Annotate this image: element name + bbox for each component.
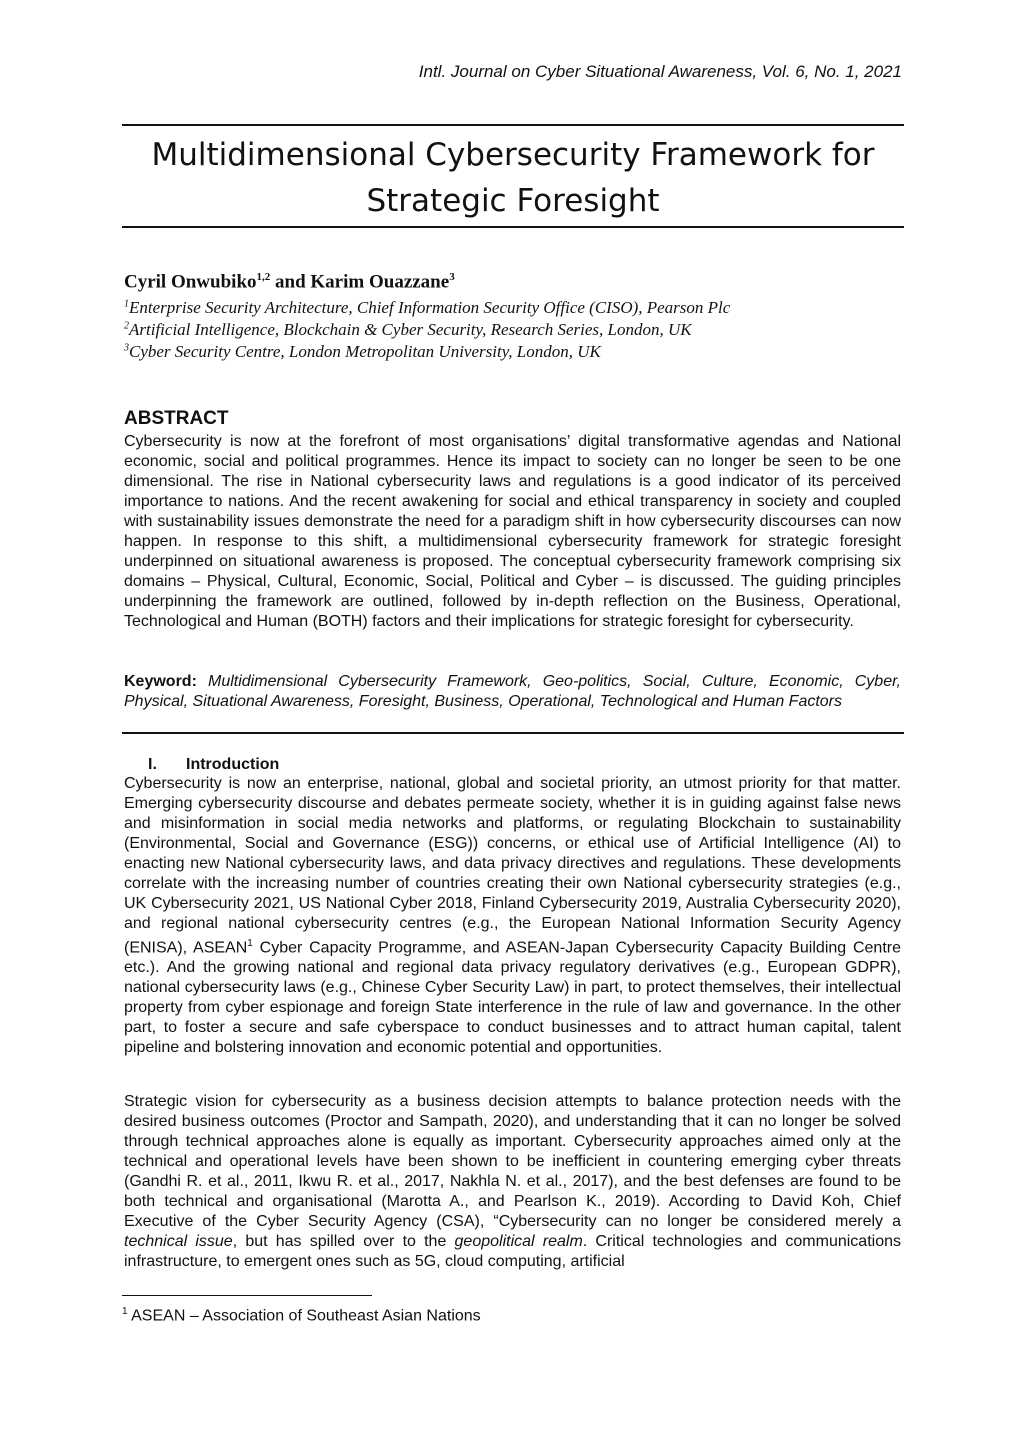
author-line [124,271,455,293]
affiliation-1-mark: 1 [124,298,129,310]
keywords-label: Keyword: [124,673,197,690]
section-heading [148,756,279,774]
title-line-2: Strategic Foresight [366,183,660,219]
footnote-ref[interactable]: 1 [247,938,253,949]
intro-p2-part-b: , but has spilled over to the [232,1233,455,1250]
intro-p2-emphasis-1: technical issue [124,1233,233,1250]
affiliation-3 [124,342,601,362]
author-2: Karim Ouazzane [310,271,450,293]
affiliation-2-text: Artificial Intelligence, Blockchain & Cyber Security, Research Series, London, UK [129,320,692,339]
title-line-1: Multidimensional Cybersecurity Framework for [151,137,875,173]
author-2-affil: 3 [449,271,455,283]
affiliation-2-mark: 2 [124,320,129,332]
section-title: Introduction [186,756,280,773]
intro-p1-part-a: Cybersecurity is now an enterprise, national, global and societal priority, an utmost priority for that matter. Emerging cybersecurity discourse and debates permeate society, whether it is in guiding against false news and misinformation in social media networks and platforms, or regulating Blockchain to sustainability (Environmental, Social and Governance (ESG)) concerns, or ethical use of Artificial Intelligence (AI) to enacting new National cybersecurity laws, and data privacy directives and regulations. These developments correlate with the increasing number of countries creating their own National cybersecurity strategies (e.g., UK Cybersecurity 2021, US National Cyber 2018, Finland Cybersecurity 2019, Australia Cybersecurity 2020), and regional national cybersecurity centres (e.g., the European National Information Security Agency (ENISA), ASEAN [124,775,901,957]
affiliation-2 [124,320,692,340]
title-top-rule [122,124,904,126]
journal-header: Intl. Journal on Cyber Situational Awareness, Vol. 6, No. 1, 2021 [418,62,902,81]
affiliation-1-text: Enterprise Security Architecture, Chief Information Security Office (CISO), Pearson Plc [129,298,731,317]
footnote-rule [122,1295,372,1296]
paper-title [122,132,904,224]
section-number: I. [148,756,157,773]
footnote-text: ASEAN – Association of Southeast Asian Nations [127,1307,481,1325]
intro-paragraph-1 [124,774,901,1058]
intro-p2-emphasis-2: geopolitical realm [454,1233,583,1250]
author-joiner: and [270,271,311,293]
keywords [124,672,901,712]
intro-p2-part-c: . Critical technologies and communications infrastructure, to emergent ones such as 5G, cloud computing, artificial [124,1233,901,1270]
abstract-text: Cybersecurity is now at the forefront of most organisations’ digital transformative agendas and National economic, social and political programmes. Hence its impact to society can no longer be seen to be one dimensional. The rise in National cybersecurity laws and regulations is a good indicator of its perceived importance to nations. And the recent awakening for social and ethical transparency in society and coupled with sustainability issues demonstrate the need for a paradigm shift in how cybersecurity discourses can now happen. In response to this shift, a multidimensional cybersecurity framework for strategic foresight underpinned on situational awareness is proposed. The conceptual cybersecurity framework comprising six domains – Physical, Cultural, Economic, Social, Political and Cyber – is discussed. The guiding principles underpinning the framework are outlined, followed by in-depth reflection on the Business, Operational, Technological and Human (BOTH) factors and their implications for strategic foresight for cybersecurity. [124,433,901,630]
title-bottom-rule [122,226,904,228]
section-divider [122,732,904,734]
affiliation-1 [124,298,730,318]
intro-paragraph-2 [124,1092,901,1272]
affiliation-3-text: Cyber Security Centre, London Metropolitan University, London, UK [129,342,601,361]
keywords-text: Multidimensional Cybersecurity Framework, Geo-politics, Social, Culture, Economic, Cyber, Physical, Situational Awareness, Foresight, Business, Operational, Technological and Human Factors [124,673,901,710]
abstract-heading: ABSTRACT [124,408,229,429]
author-1-affil: 1,2 [256,271,271,283]
author-1: Cyril Onwubiko [124,271,257,293]
affiliation-3-mark: 3 [124,342,129,354]
footnote [122,1306,481,1325]
intro-p1-part-b: Cyber Capacity Programme, and ASEAN-Japan Cybersecurity Capacity Building Centre etc.). And the growing national and regional data privacy regulatory derivatives (e.g., European GDPR), national cybersecurity laws (e.g., Chinese Cyber Security Law) in part, to protect themselves, their intellectual property from cyber espionage and foreign State interference in the rule of law and governance. In the other part, to foster a secure and safe cyberspace to conduct businesses and to attract human capital, talent pipeline and bolstering innovation and economic potential and opportunities. [124,939,901,1057]
footnote-mark: 1 [122,1306,128,1317]
intro-p2-part-a: Strategic vision for cybersecurity as a business decision attempts to balance protection needs with the desired business outcomes (Proctor and Sampath, 2020), and understanding that it can no longer be solved through technical approaches alone is equally as important. Cybersecurity approaches aimed only at the technical and operational levels have been shown to be inefficient in countering emerging cyber threats (Gandhi R. et al., 2011, Ikwu R. et al., 2017, Nakhla N. et al., 2017), and the best defenses are found to be both technical and organisational (Marotta A., and Pearlson K., 2019). According to David Koh, Chief Executive of the Cyber Security Agency (CSA), “Cybersecurity can no longer be considered merely a [124,1093,901,1230]
